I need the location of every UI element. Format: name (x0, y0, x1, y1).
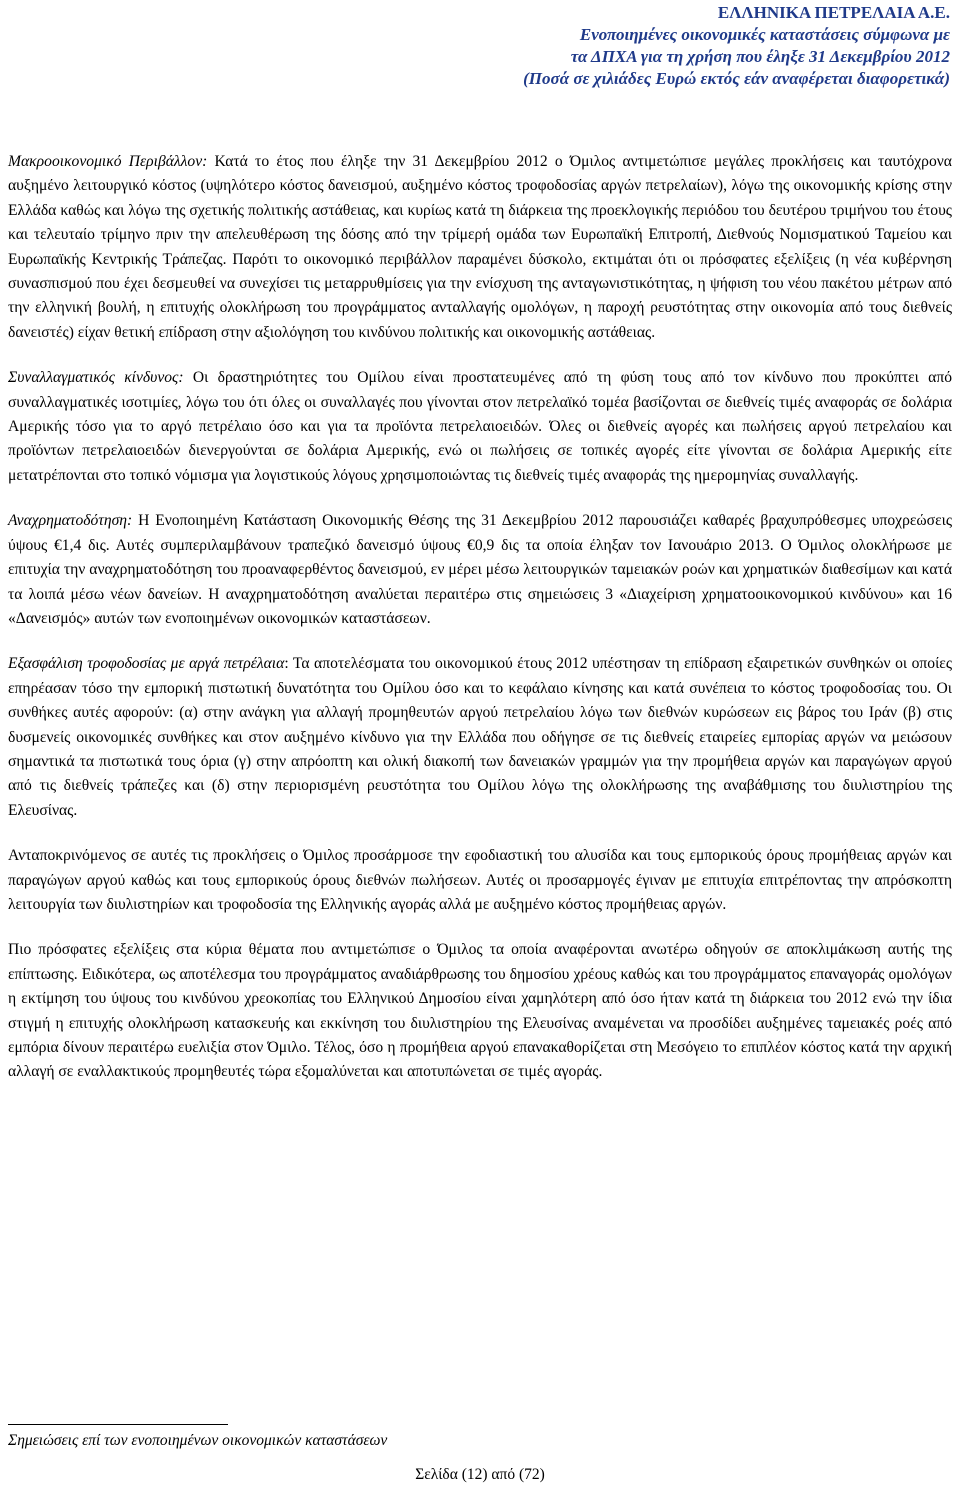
currency-note: (Ποσά σε χιλιάδες Ευρώ εκτός εάν αναφέρεται διαφορετικά) (523, 69, 950, 88)
paragraph-heading: Εξασφάλιση τροφοδοσίας με αργά πετρέλαια (8, 655, 285, 673)
paragraph-macroeconomic (8, 150, 952, 345)
paragraph-text: Η Ενοποιημένη Κατάσταση Οικονομικής Θέσης της 31 Δεκεμβρίου 2012 παρουσιάζει καθαρές βραχυπρόθεσμες υποχρεώσεις ύψους €1,4 δις. Αυτές συμπεριλαμβάνουν τραπεζικό δανεισμό ύψους €0,9 δις τα οποία έληξαν τον Ιανουάριο 2013. Ο Όμιλος ολοκλήρωσε με επιτυχία την αναχρηματοδότηση του προαναφερθέντος δανεισμού, εν μέρει μέσω λειτουργικών ταμειακών ροών και χρηματικών διαθεσίμων και κατά τα λοιπά μέσω νέων δανείων. Η αναχρηματοδότηση αναλύεται περαιτέρω στις σημειώσεις 3 «Διαχείριση χρηματοοικονομικού κινδύνου» και 16 «Δανεισμός» αυτών των ενοποιημένων οικονομικών καταστάσεων. (8, 512, 952, 627)
paragraph-refinancing (8, 509, 952, 631)
page-number: Σελίδα (12) από (72) (415, 1466, 545, 1483)
document-body (8, 150, 952, 1106)
paragraph-text: Κατά το έτος που έληξε την 31 Δεκεμβρίου 2012 ο Όμιλος αντιμετώπισε μεγάλες προκλήσεις και ταυτόχρονα αυξημένο λειτουργικό κόστος (υψηλότερο κόστος δανεισμού, αυξημένο κόστος τροφοδοσίας αργών πετρελαίων), λόγω της οικονομικής κρίσης στην Ελλάδα καθώς και λόγω της σχετικής πολιτικής αστάθειας, και κυρίως κατά τη διάρκεια της προεκλογικής περιόδου του δευτέρου τριμήνου του έτους και τελευταίο τρίμηνο πριν την απελευθέρωση της δόσης από την τρίμερή ομάδα των Ευρωπαϊκή Επιτροπή, Διεθνούς Νομισματικού Ταμείου και Ευρωπαϊκής Κεντρικής Τράπεζας. Παρότι το οικονομικό περιβάλλον παραμένει δύσκολο, εκτιμάται ότι οι πρόσφατες εξελίξεις (η νέα κυβέρνηση συνασπισμού που έχει δεσμευθεί να συνεχίσει τις μεταρρυθμίσεις για την ενίσχυση της ανταγωνιστικότητας, η ψήφιση του νέου πακέτου μέτρων από την ελληνική βουλή, η επιτυχής ολοκλήρωση του προγράμματος ανταλλαγής ομολόγων, η παροχή ρευστότητας στην οικονομία από τους διεθνείς δανειστές) είχαν θετική επίδραση στην αξιολόγηση του κινδύνου πολιτικής και οικονομικής αστάθειας. (8, 153, 952, 341)
paragraph-text: Οι δραστηριότητες του Ομίλου είναι προστατευμένες από τη φύση τους από τον κίνδυνο που προκύπτει από συναλλαγματικές ισοτιμίες, λόγω του ότι όλες οι συναλλαγές που γίνονται στον πετρελαϊκό τομέα βασίζονται σε διεθνείς τιμές αναφοράς σε δολάρια Αμερικής τόσο για το αργό πετρέλαιο όσο και για τα προϊόντα πετρελαιοειδών. Όλες οι διεθνείς αγορές και πωλήσεις αργού πετρελαίου και προϊόντων πετρελαιοειδών διενεργούνται σε δολάρια Αμερικής, ενώ οι πωλήσεις σε τοπικές αγορές είτε γίνονται σε δολάρια Αμερικής είτε μετατρέπονται στο τοπικό νόμισμα για λογιστικούς λόγους χρησιμοποιώντας τις διεθνείς τιμές αναφοράς της ημερομηνίας συναλλαγής. (8, 369, 952, 484)
period-title: τα ΔΠΧΑ για τη χρήση που έληξε 31 Δεκεμβρίου 2012 (570, 47, 950, 66)
paragraph-text: : Τα αποτελέσματα του οικονομικού έτους 2012 υπέστησαν τη επίδραση εξαιρετικών συνθηκών οι οποίες επηρέασαν τόσο την εμπορική πιστωτική δυνατότητα του Ομίλου όσο και το κεφάλαιο κίνησης και κατά συνέπεια το κόστος τροφοδοσίας του. Οι συνθήκες αυτές αφορούν: (α) στην ανάγκη για αλλαγή προμηθευτών αργού πετρελαίου λόγω των διεθνών κυρώσεων εις βάρος του Ιράν (β) στις δυσμενείς οικονομικές συνθήκες και στον αυξημένο κίνδυνο για την Ελλάδα που οδήγησε σε τις διεθνείς εταιρείες εμπορίας αργών να μειώσουν σημαντικά τα πιστωτικά τους όρια (γ) στην απρόοπτη και ολική διακοπή των δανειακών γραμμών για την προμήθεια αργών και παραγώγων αργού από τις διεθνείς τράπεζες και (δ) στην περιορισμένη ρευστότητα του Ομίλου λόγω της ολοκλήρωσης της αναβάθμισης του διυλιστηρίου της Ελευσίνας. (8, 655, 952, 819)
paragraph-heading: Μακροοικονομικό Περιβάλλον: (8, 153, 208, 170)
paragraph-fx-risk (8, 366, 952, 488)
statements-title: Ενοποιημένες οικονομικές καταστάσεις σύμφωνα με (579, 25, 950, 44)
paragraph-crude-supply (8, 652, 952, 823)
footer-note: Σημειώσεις επί των ενοποιημένων οικονομικών καταστάσεων (8, 1432, 388, 1449)
paragraph-heading: Συναλλαγματικός κίνδυνος: (8, 369, 184, 387)
company-name: ΕΛΛΗΝΙΚΑ ΠΕΤΡΕΛΑΙΑ Α.Ε. (717, 3, 950, 22)
paragraph-response (8, 844, 952, 917)
paragraph-text: Πιο πρόσφατες εξελίξεις στα κύρια θέματα που αντιμετώπισε ο Όμιλος τα οποία αναφέρονται ανωτέρω οδηγούν σε αποκλιμάκωση αυτής της επίπτωσης. Ειδικότερα, ως αποτέλεσμα του προγράμματος αναδιάρθρωσης του δημοσίου χρέους καθώς και του προγράμματος επαναγοράς ομολόγων η εκτίμηση του ύψους του κινδύνου χρεοκοπίας του Ελληνικού Δημοσίου είναι χαμηλότερη από όσο ήταν κατά τη διάρκεια του 2012 ενώ την ίδια στιγμή η επιτυχής ολοκλήρωση κατασκευής και εκκίνηση του διυλιστηρίου της Ελευσίνας αναμένεται να προσδίδει αυξημένες ταμειακές ροές από εμπόρια δίνουν περαιτέρω ευελιξία στον Όμιλο. Τέλος, όσο η προμήθεια αργού επανακαθορίζεται στη Μεσόγειο το επιπλέον κόστος κατά την αρχική αλλαγή σε εναλλακτικούς προμηθευτές τώρα εξομαλύνεται και αποτυπώνεται σε τιμές αγοράς. (8, 941, 952, 1081)
paragraph-text: Ανταποκρινόμενος σε αυτές τις προκλήσεις ο Όμιλος προσάρμοσε την εφοδιαστική του αλυσίδα και τους εμπορικούς όρους προμήθειας αργών και παραγώγων αργού καθώς και τους εμπορικούς όρους διεθνών πωλήσεων. Αυτές οι προσαρμογές έγιναν με επιτυχία επιτρέποντας την απρόσκοπτη λειτουργία των διυλιστηρίων και τροφοδοσία της Ελληνικής αγοράς αλλά με αυξημένο κόστος προμήθειας αργών. (8, 847, 952, 913)
paragraph-heading: Αναχρηματοδότηση: (8, 512, 133, 530)
footer-divider (8, 1424, 228, 1425)
document-header (190, 2, 950, 90)
paragraph-recent-developments (8, 938, 952, 1084)
